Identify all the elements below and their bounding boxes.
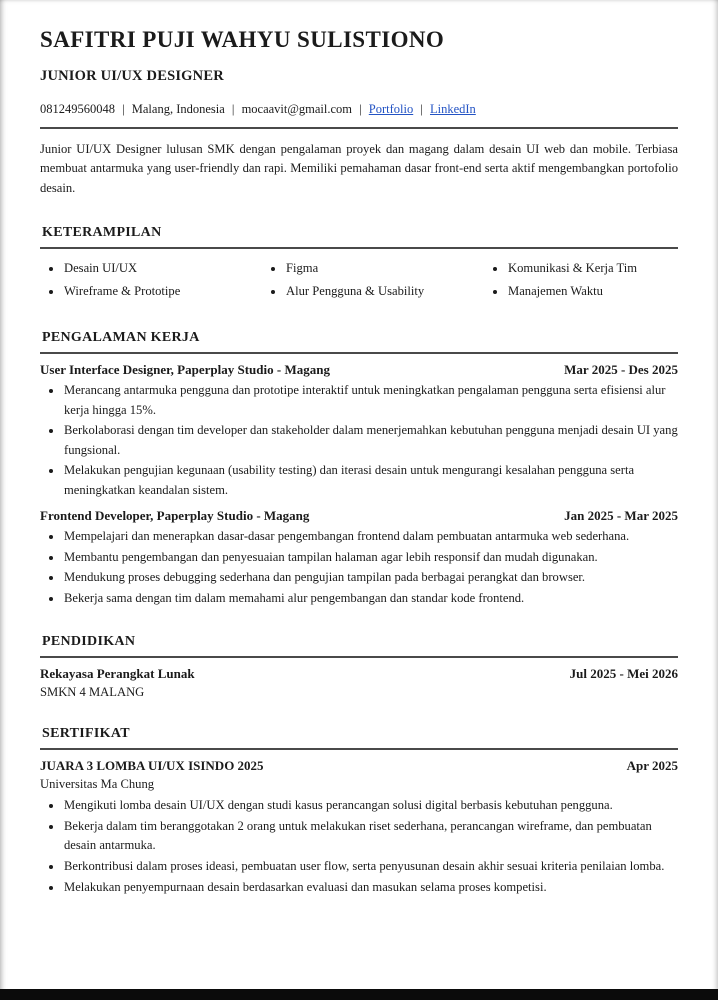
page-bottom-edge (0, 989, 718, 1000)
certificates-heading: SERTIFIKAT (42, 726, 130, 742)
section-divider (40, 748, 678, 750)
resume-name: SAFITRI PUJI WAHYU SULISTIONO (40, 27, 445, 52)
job-title: User Interface Designer, Paperplay Studio - Magang (40, 362, 330, 378)
education-heading: PENDIDIKAN (42, 634, 136, 650)
contact-separator: | (231, 101, 235, 116)
certificate-entry-header (40, 758, 678, 774)
certificate-bullet: • Bekerja dalam tim beranggotakan 2 orang untuk melakukan riset sederhana, perancangan wireframe, dan pembuatan desain antarmuka. (63, 817, 678, 856)
job-bullet: • Merancang antarmuka pengguna dan prototipe interaktif untuk meningkatkan pengalaman pengguna serta efisiensi alur kerja hingga 15%. (63, 381, 678, 420)
certificate-bullet-list (40, 796, 678, 897)
contact-separator: | (122, 101, 125, 116)
skill-item: • Figma (285, 259, 484, 279)
skill-item: • Komunikasi & Kerja Tim (507, 259, 678, 279)
job-dates: Mar 2025 - Des 2025 (564, 362, 678, 378)
certificate-bullet: • Mengikuti lomba desain UI/UX dengan studi kasus perancangan solusi digital berbasis kebutuhan pengguna. (63, 796, 678, 816)
skill-item: • Wireframe & Prototipe (63, 282, 262, 302)
education-degree: Rekayasa Perangkat Lunak (40, 666, 195, 682)
skills-grid (40, 255, 678, 304)
job-bullet: • Mendukung proses debugging sederhana dan pengujian tampilan pada berbagai perangkat dan browser. (63, 568, 678, 588)
education-dates: Jul 2025 - Mei 2026 (569, 666, 678, 682)
job-bullet: • Melakukan pengujian kegunaan (usability testing) dan iterasi desain untuk mengurangi kesalahan pengguna serta meningkatkan keandalan sistem. (63, 461, 678, 500)
portfolio-link[interactable]: Portfolio (368, 101, 414, 116)
contact-separator: | (359, 101, 362, 116)
contact-location: Malang, Indonesia (131, 101, 225, 116)
section-divider (40, 247, 678, 249)
certificate-dates: Apr 2025 (626, 758, 678, 774)
skills-column (484, 259, 678, 304)
job-dates: Jan 2025 - Mar 2025 (564, 508, 678, 524)
job-bullet-list (40, 381, 678, 500)
header-divider (40, 127, 678, 129)
contact-line (40, 102, 678, 117)
certificate-title: JUARA 3 LOMBA UI/UX ISINDO 2025 (40, 758, 264, 774)
certificate-issuer: Universitas Ma Chung (40, 777, 155, 792)
section-education (40, 634, 678, 700)
certificate-entry (40, 758, 678, 897)
summary-paragraph: Junior UI/UX Designer lulusan SMK dengan pengalaman proyek dan magang dalam desain UI web dan mobile. Terbiasa membuat antarmuka yang user-friendly dan rapi. Memiliki pemahaman dasar front-end serta aktif mengembangkan portofolio desain. (40, 141, 678, 196)
skill-item: • Alur Pengguna & Usability (285, 282, 484, 302)
job-bullet: • Membantu pengembangan dan penyesuaian tampilan halaman agar lebih responsif dan mudah digunakan. (63, 548, 678, 568)
contact-phone: 081249560048 (40, 101, 115, 116)
resume-headline: JUNIOR UI/UX DESIGNER (40, 67, 224, 84)
experience-entry (40, 508, 678, 608)
experience-entry-header (40, 362, 678, 378)
contact-separator: | (420, 101, 423, 116)
section-divider (40, 656, 678, 658)
job-bullet: • Mempelajari dan menerapkan dasar-dasar pengembangan frontend dalam pembuatan antarmuka web sederhana. (63, 527, 678, 547)
contact-email: mocaavit@gmail.com (241, 101, 352, 116)
skills-heading: KETERAMPILAN (42, 225, 162, 241)
section-divider (40, 352, 678, 354)
experience-entry (40, 362, 678, 500)
linkedin-link[interactable]: LinkedIn (429, 101, 476, 116)
job-bullet-list (40, 527, 678, 608)
certificate-bullet: • Melakukan penyempurnaan desain berdasarkan evaluasi dan masukan selama proses kompetisi. (63, 878, 678, 898)
certificate-bullet: • Berkontribusi dalam proses ideasi, pembuatan user flow, serta penyusunan desain akhir sesuai kriteria penilaian lomba. (63, 857, 678, 877)
section-experience (40, 330, 678, 608)
job-bullet: • Bekerja sama dengan tim dalam memahami alur pengembangan dan standar kode frontend. (63, 589, 678, 609)
section-certificates (40, 726, 678, 897)
job-title: Frontend Developer, Paperplay Studio - Magang (40, 508, 310, 524)
experience-heading: PENGALAMAN KERJA (42, 330, 200, 346)
skills-column (262, 259, 484, 304)
education-entry-header (40, 666, 678, 682)
experience-entry-header (40, 508, 678, 524)
skill-item: • Manajemen Waktu (507, 282, 678, 302)
job-bullet: • Berkolaborasi dengan tim developer dan stakeholder dalam menerjemahkan kebutuhan pengguna menjadi desain UI yang fungsional. (63, 421, 678, 460)
skills-column (40, 259, 262, 304)
education-school: SMKN 4 MALANG (40, 685, 145, 700)
education-entry (40, 666, 678, 700)
section-skills (40, 225, 678, 304)
skill-item: • Desain UI/UX (63, 259, 262, 279)
